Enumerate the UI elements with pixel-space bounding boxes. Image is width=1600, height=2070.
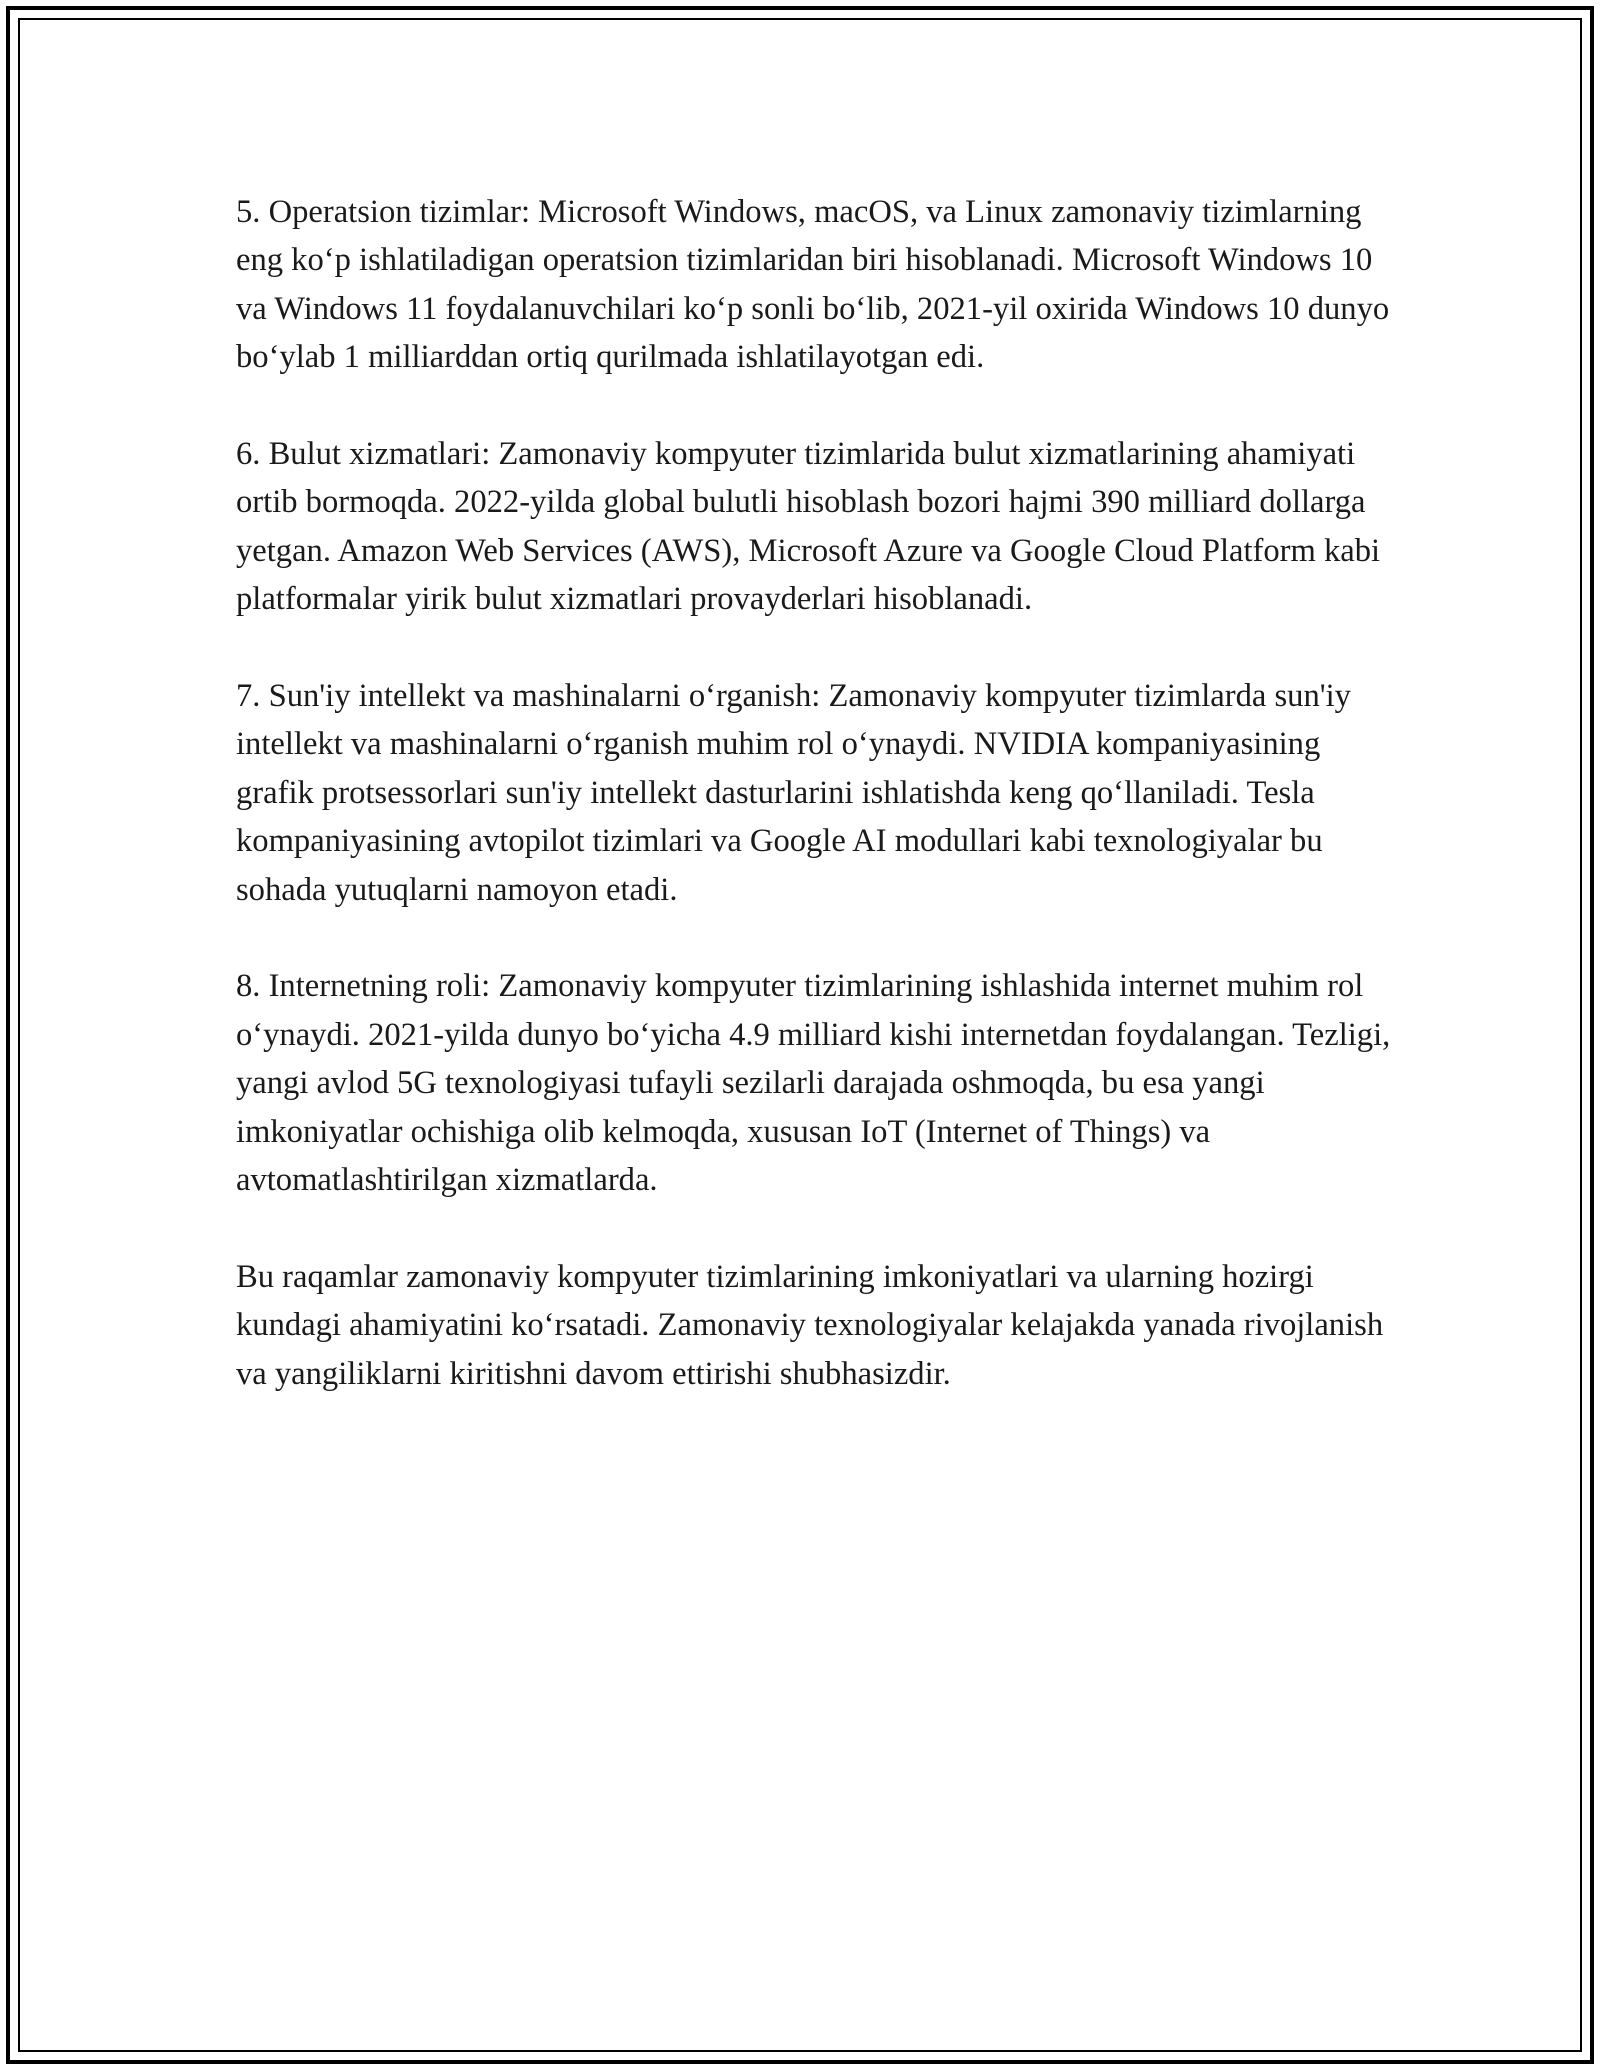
paragraph-operating-systems: 5. Operatsion tizimlar: Microsoft Windows, macOS, va Linux zamonaviy tizimlarning eng ko‘p ishlatiladigan operatsion tizimlaridan biri hisoblanadi. Microsoft Windows 10 va Windows 11 foydalanuvchilari ko‘p sonli bo‘lib, 2021-yil oxirida Windows 10 dunyo bo‘ylab 1 milliarddan ortiq qurilmada ishlatilayotgan edi. (236, 194, 1390, 376)
document-body (236, 188, 1406, 1446)
paragraph-artificial-intelligence: 7. Sun'iy intellekt va mashinalarni o‘rganish: Zamonaviy kompyuter tizimlarda sun'iy intellekt va mashinalarni o‘rganish muhim rol o‘ynaydi. NVIDIA kompaniyasining grafik protsessorlari sun'iy intellekt dasturlarini ishlatishda keng qo‘llaniladi. Tesla kompaniyasining avtopilot tizimlari va Google AI modullari kabi texnologiyalar bu sohada yutuqlarni namoyon etadi. (236, 678, 1351, 908)
paragraph-cloud-services: 6. Bulut xizmatlari: Zamonaviy kompyuter tizimlarida bulut xizmatlarining ahamiyati ortib bormoqda. 2022-yilda global bulutli hisoblash bozori hajmi 390 milliard dollarga yetgan. Amazon Web Services (AWS), Microsoft Azure va Google Cloud Platform kabi platformalar yirik bulut xizmatlari provayderlari hisoblanadi. (236, 436, 1381, 618)
paragraph-conclusion: Bu raqamlar zamonaviy kompyuter tizimlarining imkoniyatlari va ularning hozirgi kundagi ahamiyatini ko‘rsatadi. Zamonaviy texnologiyalar kelajakda yanada rivojlanish va yangiliklarni kiritishni davom ettirishi shubhasizdir. (236, 1258, 1384, 1392)
paragraph-internet-role: 8. Internetning roli: Zamonaviy kompyuter tizimlarining ishlashida internet muhim rol o‘ynaydi. 2021-yilda dunyo bo‘yicha 4.9 milliard kishi internetdan foydalangan. Tezligi, yangi avlod 5G texnologiyasi tufayli sezilarli darajada oshmoqda, bu esa yangi imkoniyatlar ochishiga olib kelmoqda, xususan IoT (Internet of Things) va avtomatlashtirilgan xizmatlarda. (236, 968, 1391, 1199)
